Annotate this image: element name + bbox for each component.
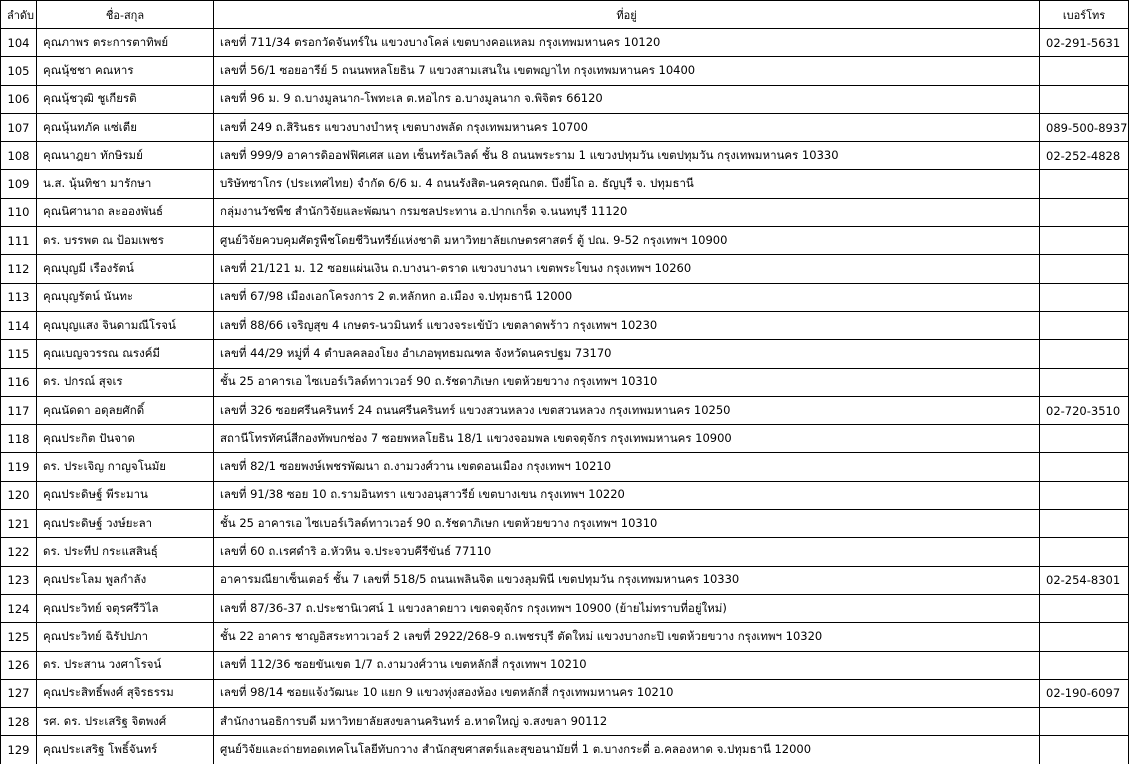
name-cell[interactable]: ดร. ปกรณ์ สุจเร [37,368,214,396]
row-number-cell[interactable]: 114 [1,311,37,339]
row-number-cell[interactable]: 112 [1,255,37,283]
row-number-cell[interactable]: 106 [1,85,37,113]
row-number-cell[interactable]: 109 [1,170,37,198]
address-cell[interactable]: เลขที่ 87/36-37 ถ.ประชานิเวศน์ 1 แขวงลาดยาว เขตจตุจักร กรุงเทพฯ 10900 (ย้ายไม่ทราบที่อยู่ใหม่) [214,594,1040,622]
header-name[interactable]: ชื่อ-สกุล [37,1,214,29]
table-row [1,311,1129,339]
row-number-cell[interactable]: 104 [1,29,37,57]
name-cell[interactable]: คุณประวิทย์ ฉิรัปปภา [37,623,214,651]
address-cell[interactable]: เลขที่ 21/121 ม. 12 ซอยแผ่นเงิน ถ.บางนา-ตราด แขวงบางนา เขตพระโขนง กรุงเทพฯ 10260 [214,255,1040,283]
address-cell[interactable]: เลขที่ 88/66 เจริญสุข 4 เกษตร-นวมินทร์ แขวงจระเข้บัว เขตลาดพร้าว กรุงเทพฯ 10230 [214,311,1040,339]
header-row [1,1,1129,29]
phone-cell[interactable]: 089-500-8937 [1040,113,1129,141]
name-cell[interactable]: คุณประกิต ปันจาด [37,425,214,453]
address-cell[interactable]: เลขที่ 112/36 ซอยขันเขต 1/7 ถ.งามวงศ์วาน เขตหลักสี่ กรุงเทพฯ 10210 [214,651,1040,679]
row-number-cell[interactable]: 128 [1,708,37,736]
row-number-cell[interactable]: 119 [1,453,37,481]
phone-cell[interactable] [1040,708,1129,736]
row-number-cell[interactable]: 123 [1,566,37,594]
name-cell[interactable]: คุณประดิษฐ์ วงษ์ยะลา [37,510,214,538]
phone-cell[interactable] [1040,368,1129,396]
phone-cell[interactable]: 02-254-8301 [1040,566,1129,594]
address-cell[interactable]: ชั้น 25 อาคารเอ ไซเบอร์เวิลด์ทาวเวอร์ 90 ถ.รัชดาภิเษก เขตห้วยขวาง กรุงเทพฯ 10310 [214,368,1040,396]
table-row [1,85,1129,113]
phone-cell[interactable]: 02-291-5631 [1040,29,1129,57]
phone-cell[interactable] [1040,510,1129,538]
name-cell[interactable]: คุณนัดดา อดุลยศักดิ์ [37,396,214,424]
address-cell[interactable]: ศูนย์วิจัยและถ่ายทอดเทคโนโลยีทับกวาง สำนักสุขศาสตร์และสุขอนามัยที่ 1 ต.บางกระดี่ อ.คลองหาด จ.ปทุมธานี 12000 [214,736,1040,764]
header-no[interactable]: ลำดับ [1,1,37,29]
row-number-cell[interactable]: 108 [1,142,37,170]
row-number-cell[interactable]: 118 [1,425,37,453]
table-row [1,566,1129,594]
phone-cell[interactable] [1040,651,1129,679]
header-address[interactable]: ที่อยู่ [214,1,1040,29]
table-row [1,481,1129,509]
table-row [1,227,1129,255]
phone-cell[interactable] [1040,311,1129,339]
table-row [1,113,1129,141]
address-cell[interactable]: เลขที่ 82/1 ซอยพงษ์เพชรพัฒนา ถ.งามวงศ์วาน เขตดอนเมือง กรุงเทพฯ 10210 [214,453,1040,481]
address-cell[interactable]: อาคารมณียาเซ็นเตอร์ ชั้น 7 เลขที่ 518/5 ถนนเพลินจิต แขวงลุมพินี เขตปทุมวัน กรุงเทพมหานคร 10330 [214,566,1040,594]
address-cell[interactable]: ชั้น 22 อาคาร ชาญอิสระทาวเวอร์ 2 เลขที่ 2922/268-9 ถ.เพชรบุรี ตัดใหม่ แขวงบางกะปิ เขตห้วยขวาง กรุงเทพฯ 10320 [214,623,1040,651]
name-cell[interactable]: คุณนุ้นทภัค แซ่เตีย [37,113,214,141]
row-number-cell[interactable]: 110 [1,198,37,226]
table-row [1,425,1129,453]
address-cell[interactable]: เลขที่ 999/9 อาคารดิออฟฟิศเศส แอท เซ็นทรัลเวิลด์ ชั้น 8 ถนนพระราม 1 แขวงปทุมวัน เขตปทุมวัน กรุงเทพมหานคร 10330 [214,142,1040,170]
phone-cell[interactable] [1040,594,1129,622]
address-cell[interactable]: เลขที่ 60 ถ.เรศดำริ อ.หัวหิน จ.ประจวบคีรีขันธ์ 77110 [214,538,1040,566]
name-cell[interactable]: ดร. ประสาน วงศาโรจน์ [37,651,214,679]
phone-cell[interactable] [1040,453,1129,481]
table-row [1,679,1129,707]
phone-cell[interactable] [1040,481,1129,509]
table-row [1,651,1129,679]
address-cell[interactable]: สำนักงานอธิการบดี มหาวิทยาลัยสงขลานครินทร์ อ.หาดใหญ่ จ.สงขลา 90112 [214,708,1040,736]
phone-cell[interactable] [1040,283,1129,311]
row-number-cell[interactable]: 117 [1,396,37,424]
name-cell[interactable]: คุณประวิทย์ จตุรศรีวิไล [37,594,214,622]
row-number-cell[interactable]: 127 [1,679,37,707]
table-row [1,623,1129,651]
phone-cell[interactable]: 02-252-4828 [1040,142,1129,170]
phone-cell[interactable] [1040,255,1129,283]
header-phone[interactable]: เบอร์โทร [1040,1,1129,29]
address-cell[interactable]: บริษัทซาโกร (ประเทศไทย) จำกัด 6/6 ม. 4 ถนนรังสิต-นครคุณกต. บึงยี่โถ อ. ธัญบุรี จ. ปทุมธานี [214,170,1040,198]
phone-cell[interactable] [1040,198,1129,226]
row-number-cell[interactable]: 126 [1,651,37,679]
phone-cell[interactable] [1040,170,1129,198]
row-number-cell[interactable]: 116 [1,368,37,396]
address-cell[interactable]: เลขที่ 249 ถ.สิรินธร แขวงบางบำหรุ เขตบางพลัด กรุงเทพมหานคร 10700 [214,113,1040,141]
row-number-cell[interactable]: 111 [1,227,37,255]
name-cell[interactable]: คุณบุญแสง จินดามณีโรจน์ [37,311,214,339]
name-cell[interactable]: คุณนุ้ชชา คณหาร [37,57,214,85]
table-row [1,170,1129,198]
table-row [1,283,1129,311]
table-row [1,453,1129,481]
row-number-cell[interactable]: 122 [1,538,37,566]
name-cell[interactable]: คุณบุญรัตน์ นันทะ [37,283,214,311]
row-number-cell[interactable]: 107 [1,113,37,141]
table-row [1,396,1129,424]
row-number-cell[interactable]: 105 [1,57,37,85]
name-cell[interactable]: น.ส. นุ้นทิชา มารักษา [37,170,214,198]
table-row [1,142,1129,170]
phone-cell[interactable] [1040,425,1129,453]
row-number-cell[interactable]: 113 [1,283,37,311]
phone-cell[interactable] [1040,736,1129,764]
table-row [1,708,1129,736]
table-body [1,29,1129,764]
address-cell[interactable]: เลขที่ 91/38 ซอย 10 ถ.รามอินทรา แขวงอนุสาวรีย์ เขตบางเขน กรุงเทพฯ 10220 [214,481,1040,509]
name-cell[interactable]: ดร. ประเจิญ กาญจโนมัย [37,453,214,481]
table-row [1,57,1129,85]
phone-cell[interactable] [1040,57,1129,85]
address-cell[interactable]: เลขที่ 326 ซอยศรีนครินทร์ 24 ถนนศรีนครินทร์ แขวงสวนหลวง เขตสวนหลวง กรุงเทพมหานคร 10250 [214,396,1040,424]
row-number-cell[interactable]: 125 [1,623,37,651]
address-cell[interactable]: เลขที่ 44/29 หมู่ที่ 4 ตำบลคลองโยง อำเภอพุทธมณฑล จังหวัดนครปฐม 73170 [214,340,1040,368]
name-cell[interactable]: คุณประสิทธิ์พงศ์ สุจิรธรรม [37,679,214,707]
address-cell[interactable]: กลุ่มงานวัชพืช สำนักวิจัยและพัฒนา กรมชลประทาน อ.ปากเกร็ด จ.นนทบุรี 11120 [214,198,1040,226]
phone-cell[interactable]: 02-190-6097 [1040,679,1129,707]
table-row [1,736,1129,764]
table-row [1,368,1129,396]
name-cell[interactable]: ดร. ประทีป กระแสสินธุ์ [37,538,214,566]
row-number-cell[interactable]: 120 [1,481,37,509]
table-row [1,255,1129,283]
name-cell[interactable]: คุณบุญมี เรืองรัตน์ [37,255,214,283]
address-cell[interactable]: ศูนย์วิจัยควบคุมศัตรูพืชโดยชีวินทรีย์แห่งชาติ มหาวิทยาลัยเกษตรศาสตร์ ตู้ ปณ. 9-52 กรุงเทพฯ 10900 [214,227,1040,255]
row-number-cell[interactable]: 115 [1,340,37,368]
table-row [1,198,1129,226]
name-cell[interactable]: คุณนาฎยา ทักษิรมย์ [37,142,214,170]
address-cell[interactable]: เลขที่ 98/14 ซอยแจ้งวัฒนะ 10 แยก 9 แขวงทุ่งสองห้อง เขตหลักสี่ กรุงเทพมหานคร 10210 [214,679,1040,707]
name-cell[interactable]: รศ. ดร. ประเสริฐ จิตพงศ์ [37,708,214,736]
table-row [1,538,1129,566]
address-cell[interactable]: เลขที่ 711/34 ตรอกวัดจันทร์ใน แขวงบางโคล่ เขตบางคอแหลม กรุงเทพมหานคร 10120 [214,29,1040,57]
name-cell[interactable]: คุณเบญจวรรณ ณรงค์มี [37,340,214,368]
row-number-cell[interactable]: 124 [1,594,37,622]
address-cell[interactable]: ชั้น 25 อาคารเอ ไซเบอร์เวิลด์ทาวเวอร์ 90 ถ.รัชดาภิเษก เขตห้วยขวาง กรุงเทพฯ 10310 [214,510,1040,538]
name-cell[interactable]: คุณประเสริฐ โพธิ์จันทร์ [37,736,214,764]
name-cell[interactable]: คุณภาพร ตระการตาทิพย์ [37,29,214,57]
name-cell[interactable]: คุณประโลม พูลกำลัง [37,566,214,594]
address-cell[interactable]: เลขที่ 67/98 เมืองเอกโครงการ 2 ต.หลักหก อ.เมือง จ.ปทุมธานี 12000 [214,283,1040,311]
phone-cell[interactable] [1040,538,1129,566]
name-cell[interactable]: ดร. บรรพต ณ ป้อมเพชร [37,227,214,255]
phone-cell[interactable] [1040,340,1129,368]
table-row [1,594,1129,622]
row-number-cell[interactable]: 121 [1,510,37,538]
name-cell[interactable]: คุณประดิษฐ์ พีระมาน [37,481,214,509]
name-cell[interactable]: คุณนุ้ชวุฒิ ชูเกียรติ [37,85,214,113]
phone-cell[interactable] [1040,623,1129,651]
table-row [1,340,1129,368]
row-number-cell[interactable]: 129 [1,736,37,764]
table-row [1,510,1129,538]
address-cell[interactable]: เลขที่ 56/1 ซอยอารีย์ 5 ถนนพหลโยธิน 7 แขวงสามเสนใน เขตพญาไท กรุงเทพมหานคร 10400 [214,57,1040,85]
table-row [1,29,1129,57]
phone-cell[interactable] [1040,85,1129,113]
address-cell[interactable]: เลขที่ 96 ม. 9 ถ.บางมูลนาก-โพทะเล ต.หอไกร อ.บางมูลนาก จ.พิจิตร 66120 [214,85,1040,113]
phone-cell[interactable] [1040,227,1129,255]
name-cell[interactable]: คุณนิศานาถ ละอองพันธ์ [37,198,214,226]
phone-cell[interactable]: 02-720-3510 [1040,396,1129,424]
address-cell[interactable]: สถานีโทรทัศน์สีกองทัพบกช่อง 7 ซอยพหลโยธิน 18/1 แขวงจอมพล เขตจตุจักร กรุงเทพมหานคร 10900 [214,425,1040,453]
